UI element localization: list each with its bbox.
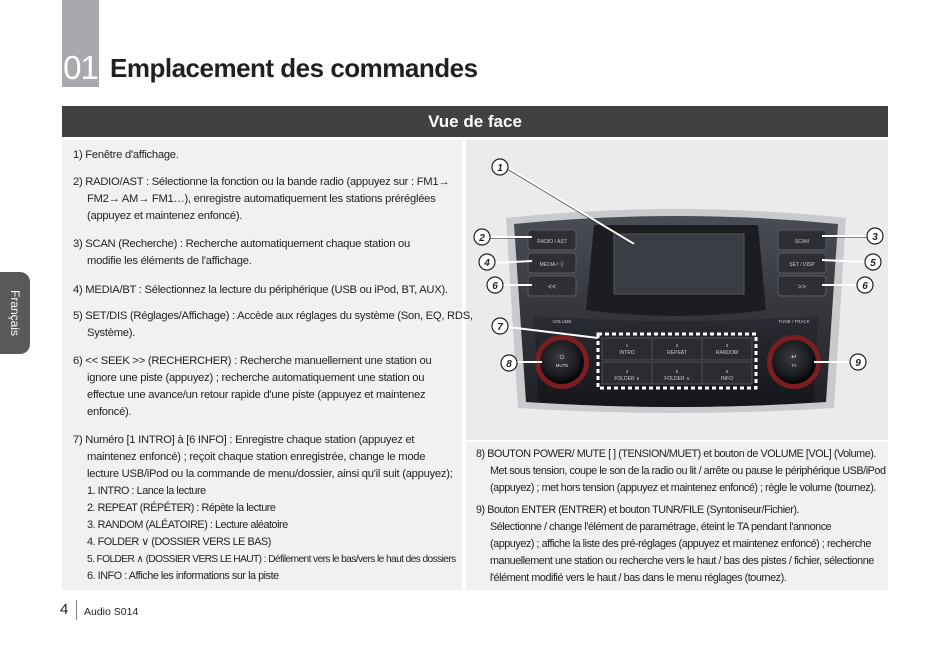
power-mute-knob[interactable] [540,340,584,384]
item-text: effectue une avance/un retour rapide d'une piste (appuyez et maintenez [87,389,426,401]
item-text: 6) << SEEK >> (RECHERCHER) : Recherche manuellement une station ou [73,355,432,367]
section-title: Vue de face [62,106,888,137]
preset-3-num: 3 [725,343,729,348]
volume-label: VOLUME [552,319,572,324]
item-text: 3. RANDOM (ALÉATOIRE) : Lecture aléatoire [87,519,288,531]
item-3 [73,236,410,270]
preset-4-num: 4 [625,369,629,374]
seek-forward-label: >> [797,284,807,291]
preset-5-label: FOLDER ∧ [664,376,690,382]
item-text: Sélectionne / change l'élément de paramétrage, éteint le TA pendant l'annonce [490,521,832,533]
item-text: 5) SET/DIS (Réglages/Affichage) : Accède aux réglages du système (Son, EQ, RDS, [73,310,473,322]
callout-7-num: 7 [497,322,503,333]
enter-icon: ↵ [791,354,797,361]
preset-6-label: INFO [721,376,733,382]
item-text: 2) RADIO/AST : Sélectionne la fonction ou la bande radio (appuyez sur : FM1→ [73,176,450,188]
ta-label: TA [791,363,797,368]
item-text: 1. INTRO : Lance la lecture [87,485,206,497]
right-button-group [778,230,826,296]
tune-track-label: TUNE / TRACK [778,319,810,324]
chapter-number: 01 [63,49,98,86]
power-icon: ⏻ [559,355,565,361]
item-text: (appuyez) ; affiche la liste des pré-réglages (appuyez et maintenez enfoncé) ; recherche [490,538,871,550]
item-6 [73,353,431,421]
item-text: modifie les éléments de l'affichage. [87,255,252,267]
callout-9-num: 9 [855,358,861,369]
item-text: l'élément modifié vers le haut / bas dans le menu réglages (tournez). [490,572,787,584]
item-1 [73,147,179,164]
preset-1-label: INTRO [619,350,635,356]
item-9 [476,502,874,587]
item-2 [73,174,449,225]
callout-1-num: 1 [497,163,503,174]
item-text: FM2→ AM→ FM1…), enregistre automatiquement les stations préréglées [87,193,436,205]
mute-label: MUTE [555,363,569,368]
callout-8-num: 8 [506,359,512,370]
item-text: Système). [87,327,136,339]
item-text: lecture USB/iPod ou la commande de menu/dossier, ainsi qu'il suit (appuyez); [87,468,453,480]
item-text: enfoncé). [87,406,132,418]
preset-3-label: RANDOM [715,350,739,356]
callout-2-num: 2 [479,233,485,244]
item-text: (appuyez et maintenez enfoncé). [87,210,243,222]
item-8 [476,446,886,497]
callout-6-left-num: 6 [492,281,498,292]
footer-document-name: Audio S014 [84,606,139,618]
item-text: 4. FOLDER ∨ (DOSSIER VERS LE BAS) [87,536,271,548]
item-text: 7) Numéro [1 INTRO] à [6 INFO] : Enregistre chaque station (appuyez et [73,434,415,446]
preset-1-num: 1 [625,343,629,348]
preset-4-label: FOLDER ∨ [614,376,640,382]
seek-back-label: << [547,284,557,291]
item-4 [73,282,448,299]
audio-unit-illustration [466,140,888,440]
page-number: 4 [60,601,69,618]
item-text: 5. FOLDER ∧ (DOSSIER VERS LE HAUT) : Défilement vers le bas/vers le haut des dossiers [87,554,456,565]
item-text: 4) MEDIA/BT : Sélectionnez la lecture du périphérique (USB ou iPod, BT, AUX). [73,284,448,296]
footer-divider [76,600,77,620]
item-text: ignore une piste (appuyez) ; recherche automatiquement une station ou [87,372,425,384]
scan-label: SCAN [795,239,809,245]
preset-2-button[interactable] [652,338,702,360]
preset-6-num: 6 [725,369,729,374]
callout-6-right-num: 6 [862,281,868,292]
item-text: Met sous tension, coupe le son de la radio ou lit / arrête ou pause le périphérique USB/iPod [490,465,886,477]
page-title: Emplacement des commandes [110,53,478,83]
language-tab-label: Français [8,289,22,337]
item-text: 2. REPEAT (RÉPÉTER) : Répète la lecture [87,502,276,514]
left-button-group [528,230,576,296]
item-text: manuellement une station ou recherche vers le haut / bas des pistes / fichier, sélectionne [490,555,874,567]
item-text: 3) SCAN (Recherche) : Recherche automatiquement chaque station ou [73,238,410,250]
item-text: 9) Bouton ENTER (ENTRER) et bouton TUNR/FILE (Syntoniseur/Fichier). [476,504,800,516]
item-7 [73,432,456,585]
item-5 [73,308,473,342]
set-disp-label: SET / DISP [789,262,815,268]
callout-5-num: 5 [870,258,876,269]
preset-5-num: 5 [675,369,679,374]
preset-1-button[interactable] [602,338,652,360]
callout-4-num: 4 [484,258,490,269]
item-text: 6. INFO : Affiche les informations sur la piste [87,570,279,582]
radio-ast-label: RADIO / AST [537,239,567,245]
item-text: 1) Fenêtre d'affichage. [73,149,179,161]
media-bt-label: MEDIA / ⓑ [539,262,565,268]
item-text: maintenez enfoncé) ; reçoit chaque station enregistrée, change le mode [87,451,426,463]
item-text: (appuyez) ; met hors tension (appuyez et maintenez enfoncé) ; règle le volume (tournez). [490,482,876,494]
item-text: 8) BOUTON POWER/ MUTE [ ] (TENSION/MUET) et bouton de VOLUME [VOL] (Volume). [476,448,876,460]
preset-3-button[interactable] [702,338,752,360]
callout-3-num: 3 [872,232,878,243]
preset-2-num: 2 [675,343,679,348]
enter-tune-knob[interactable] [772,340,816,384]
preset-2-label: REPEAT [667,350,687,356]
